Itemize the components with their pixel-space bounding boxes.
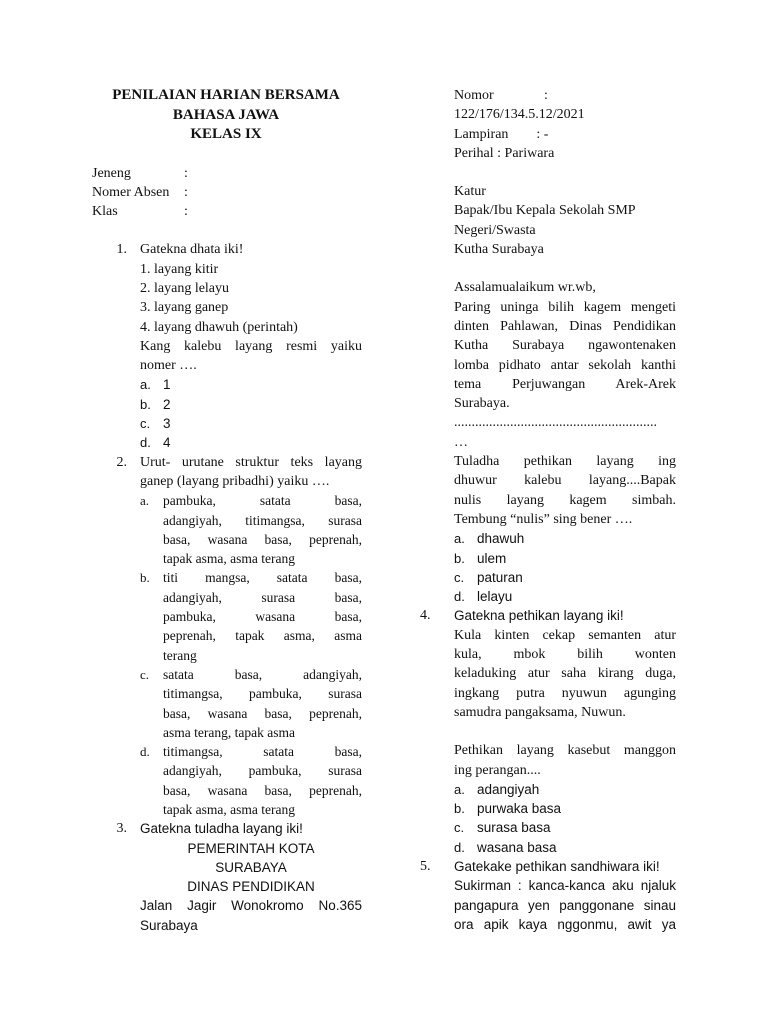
option-line: titi mangsa, satata basa,: [163, 570, 362, 586]
identity-label: Jeneng: [92, 165, 131, 181]
letterhead-line: SURABAYA: [215, 859, 287, 875]
letter-body-line: Kutha Surabaya ngawontenaken: [454, 338, 676, 354]
option-line: pambuka, wasana basa,: [163, 609, 362, 625]
option-text: lelayu: [477, 589, 513, 605]
option-line: basa, wasana basa, peprenah,: [163, 782, 362, 798]
option-line: adangiyah, surasa basa,: [163, 589, 362, 605]
option-text: wasana basa: [477, 839, 557, 855]
option-letter: a.: [454, 781, 465, 797]
question-prompt: ganep (layang pribadhi) yaiku ….: [140, 473, 330, 489]
quote-line: samudra pangaksama, Nuwun.: [454, 704, 626, 720]
letter-nomor-sep: :: [544, 88, 548, 103]
letter-body-line: Paring uninga bilih kagem mengeti: [454, 299, 676, 315]
option-a: [454, 780, 676, 799]
option-c: [454, 818, 676, 837]
title-line-2: BAHASA JAWA: [172, 106, 280, 123]
list-item: 2. layang lelayu: [140, 280, 230, 296]
option-letter: d.: [454, 839, 465, 855]
dialogue-line: pangapura yen panggonane sinau: [454, 897, 676, 913]
option-letter: d.: [140, 744, 150, 760]
question-number: 5.: [420, 858, 431, 874]
question-text: Pethikan layang kasebut manggon: [454, 743, 676, 759]
option-b: [454, 799, 676, 818]
option-b: [140, 568, 362, 664]
title-line-3: KELAS IX: [190, 126, 262, 142]
option-line: titimangsa, satata basa,: [163, 744, 362, 760]
left-column: [92, 86, 362, 935]
option-line: tapak asma, asma terang: [163, 551, 295, 567]
option-d: [140, 742, 362, 819]
option-a: [454, 529, 676, 548]
letter-ellipsis: …: [454, 434, 468, 450]
question-text: Tuladha pethikan layang ing: [454, 454, 676, 470]
letter-ellipsis: ..........................................................: [454, 415, 657, 431]
option-line: asma terang, tapak asma: [163, 724, 295, 740]
option-letter: d.: [140, 435, 151, 451]
option-line: peprenah, tapak asma, asma: [163, 628, 362, 644]
letter-recipient: Kutha Surabaya: [454, 242, 544, 258]
option-text: 3: [163, 416, 171, 432]
option-text: surasa basa: [477, 820, 551, 836]
letter-block: [420, 86, 676, 934]
identity-fields: [92, 164, 362, 222]
option-text: 4: [163, 435, 171, 451]
quote-line: keladuking atur saha kirang duga,: [454, 666, 676, 682]
letter-salam: Assalamualaikum wr.wb,: [454, 280, 596, 296]
identity-sep: :: [184, 184, 188, 200]
question-number: 4.: [420, 608, 431, 624]
option-letter: c.: [140, 666, 150, 682]
quote-line: Kula kinten cekap semanten atur: [454, 627, 676, 643]
question-prompt: Gatekna tuladha layang iki!: [140, 821, 303, 837]
option-letter: a.: [140, 377, 151, 393]
question-prompt: Gatekna dhata iki!: [140, 242, 244, 258]
right-column: [420, 86, 676, 934]
option-text: 1: [163, 377, 171, 393]
question-text: dhuwur kalebu layang....Bapak: [454, 473, 676, 489]
option-letter: d.: [454, 589, 465, 605]
option-c: [140, 665, 362, 742]
option-b: [140, 395, 362, 414]
page-title: [92, 86, 360, 145]
option-letter: b.: [140, 570, 150, 586]
letterhead-line: DINAS PENDIDIKAN: [187, 879, 315, 895]
question-prompt: Gatekake pethikan sandhiwara iki!: [454, 858, 660, 874]
option-line: terang: [163, 647, 197, 663]
option-line: tapak asma, asma terang: [163, 802, 295, 817]
letter-nomor-label: Nomor: [454, 88, 494, 103]
question-5: [420, 857, 676, 934]
option-letter: b.: [140, 396, 151, 412]
letter-recipient: Bapak/Ibu Kepala Sekolah SMP: [454, 203, 636, 219]
option-letter: c.: [454, 820, 465, 836]
option-line: pambuka, satata basa,: [163, 493, 362, 509]
option-letter: a.: [454, 531, 465, 547]
list-item: 4. layang dhawuh (perintah): [140, 319, 298, 335]
quote-line: ingkang putra nyuwun agunging: [454, 685, 676, 701]
letterhead-address: Jalan Jagir Wonokromo No.365: [140, 898, 362, 914]
option-line: adangiyah, titimangsa, surasa: [163, 512, 362, 528]
letterhead-line: PEMERINTAH KOTA: [187, 840, 315, 856]
identity-label: Klas: [92, 204, 118, 220]
option-letter: c.: [454, 569, 465, 585]
option-letter: c.: [140, 416, 151, 432]
letter-katur: Katur: [454, 184, 486, 200]
letterhead-address: Surabaya: [140, 917, 198, 933]
option-line: titimangsa, pambuka, surasa: [163, 686, 362, 702]
option-d: [454, 587, 676, 606]
option-letter: a.: [140, 493, 150, 509]
title-line-1: PENILAIAN HARIAN BERSAMA: [112, 87, 340, 103]
list-item: 1. layang kitir: [140, 261, 219, 277]
identity-row-number: [92, 183, 362, 202]
letter-lampiran: Lampiran : -: [454, 126, 549, 142]
option-d: [454, 838, 676, 857]
question-number: 1.: [116, 242, 127, 258]
option-d: [140, 433, 362, 452]
question-text: ing perangan....: [454, 762, 541, 778]
option-text: adangiyah: [477, 781, 540, 797]
question-3: [92, 819, 362, 935]
dialogue-line: Sukirman : kanca-kanca aku njaluk: [454, 878, 676, 894]
option-line: adangiyah, pambuka, surasa: [163, 763, 362, 779]
option-text: 2: [163, 396, 171, 412]
option-letter: b.: [454, 801, 465, 817]
letter-body-line: lomba pidhato antar sekolah kanthi: [454, 357, 676, 373]
option-c: [454, 568, 676, 587]
option-line: satata basa, adangiyah,: [163, 666, 362, 682]
identity-row-name: [92, 164, 362, 183]
dialogue-line: ora apik kaya nggonmu, awit ya: [454, 916, 676, 932]
letter-nomor: [454, 86, 676, 105]
identity-sep: :: [184, 204, 188, 220]
letter-perihal: Perihal : Pariwara: [454, 145, 555, 161]
identity-label: Nomer Absen: [92, 184, 170, 200]
letter-nomor-value: 122/176/134.5.12/2021: [454, 107, 585, 123]
option-text: ulem: [477, 550, 507, 566]
option-text: paturan: [477, 569, 523, 585]
letter-body-line: dinten Pahlawan, Dinas Pendidikan: [454, 318, 676, 334]
question-text: Kang kalebu layang resmi yaiku: [140, 338, 362, 354]
option-text: purwaka basa: [477, 801, 562, 817]
question-number: 2.: [116, 454, 127, 470]
question-4: [420, 606, 676, 857]
question-text: Tembung “nulis” sing bener ….: [454, 511, 633, 527]
question-prompt: Gatekna pethikan layang iki!: [454, 608, 624, 624]
question-number: 3.: [116, 821, 127, 837]
list-item: 3. layang ganep: [140, 300, 229, 316]
option-line: basa, wasana basa, peprenah,: [163, 705, 362, 721]
letter-body-line: Surabaya.: [454, 396, 510, 412]
option-b: [454, 549, 676, 568]
option-text: dhawuh: [477, 531, 525, 547]
letter-body-line: tema Perjuwangan Arek-Arek: [454, 376, 676, 392]
question-2: [92, 453, 362, 820]
question-text: nomer ….: [140, 358, 197, 374]
option-a: [140, 491, 362, 568]
question-prompt: Urut- urutane struktur teks layang: [140, 454, 362, 470]
option-c: [140, 414, 362, 433]
question-1: [92, 240, 362, 452]
identity-row-class: [92, 202, 362, 221]
identity-sep: :: [184, 165, 188, 181]
quote-line: kula, mbok bilih wonten: [454, 647, 676, 663]
option-line: basa, wasana basa, peprenah,: [163, 531, 362, 547]
question-text: nulis layang kagem simbah.: [454, 492, 676, 508]
option-a: [140, 375, 362, 394]
option-letter: b.: [454, 550, 465, 566]
letter-recipient: Negeri/Swasta: [454, 222, 536, 238]
